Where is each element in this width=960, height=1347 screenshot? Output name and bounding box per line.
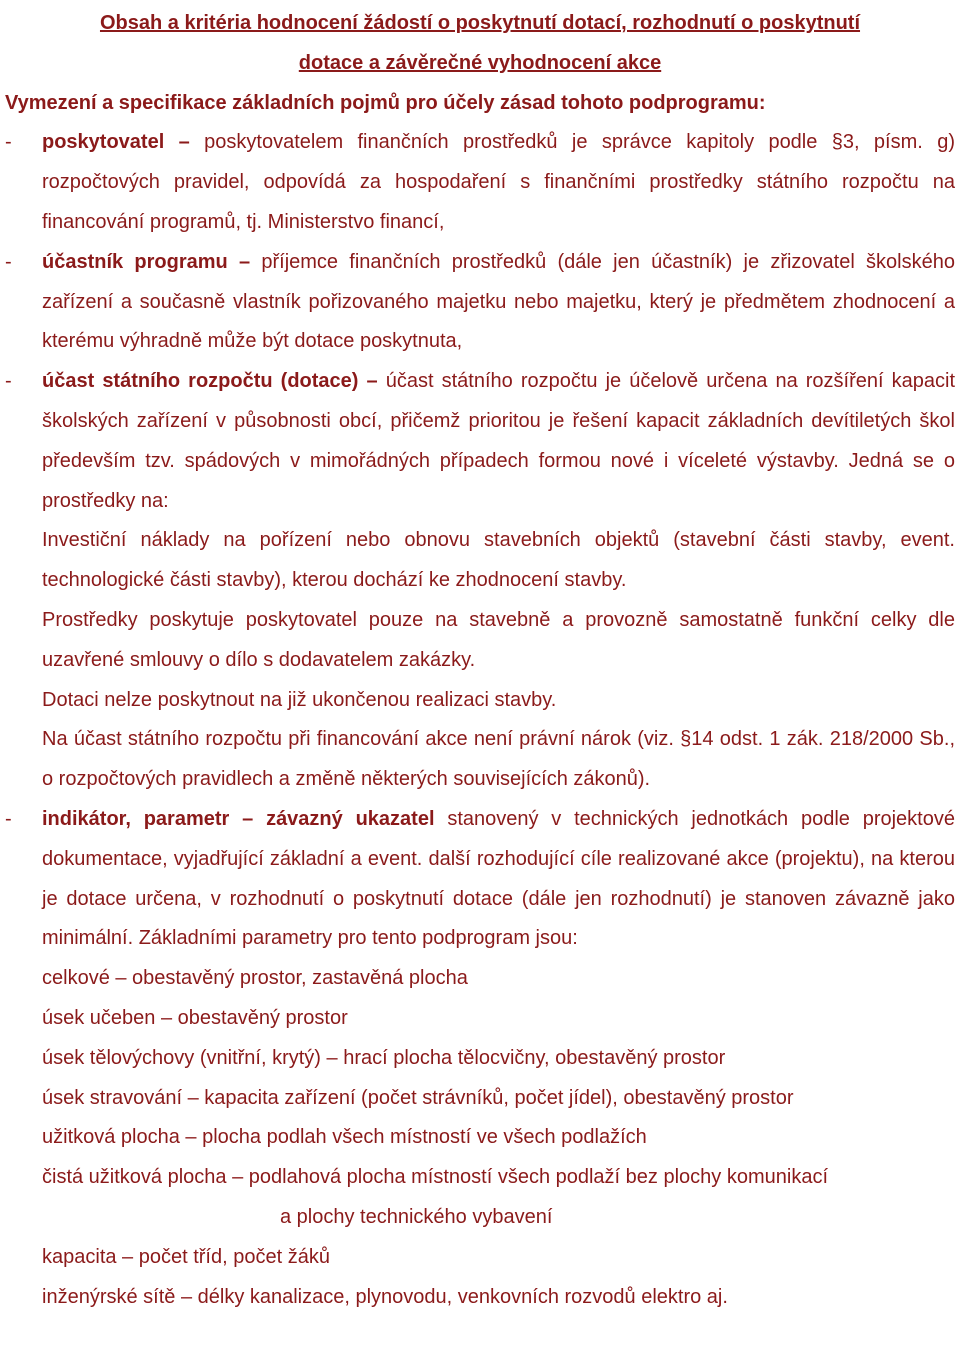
- term-separator: –: [229, 807, 267, 830]
- paragraph-prostredky: Prostředky poskytuje poskytovatel pouze na stavebně a provozně samostatně funkční celky dle uzavřené smlouvy o dílo s dodavatelem zakázky.: [42, 608, 955, 671]
- parameter-usek-telovychovy: úsek tělovýchovy (vnitřní, krytý) – hrací plocha tělocvičny, obestavěný prostor: [42, 1046, 726, 1069]
- parameter-inzenyrske-site: inženýrské sítě – délky kanalizace, plynovodu, venkovních rozvodů elektro aj.: [42, 1285, 728, 1308]
- term-ucast-statniho-rozpoctu: účast státního rozpočtu (dotace): [42, 370, 359, 393]
- term-poskytovatel: poskytovatel: [42, 131, 165, 154]
- paragraph-investicni-naklady: Investiční náklady na pořízení nebo obnovu stavebních objektů (stavební části stavby, event. technologické části stavby), kterou dochází ke zhodnocení stavby.: [42, 529, 955, 592]
- definition-text: účast státního rozpočtu je účelově určena na rozšíření kapacit školských zařízení v působnosti obcí, přičemž prioritou je řešení kapacit základních devítiletých škol především tzv. spádových v mimořádných případech formou nové i víceleté výstavby. Jedná se o prostředky na:: [42, 370, 956, 512]
- definition-ucast-rozpoctu: [5, 362, 955, 521]
- definition-text: stanovený v technických jednotkách podle projektové dokumentace, vyjadřující základní a event. další rozhodující cíle realizované akce (projektu), na kterou je dotace určena, v rozhodnutí o poskytnutí dotace (dále jen rozhodnutí) je stanoven závazně jako minimální. Základními parametry pro tento podprogram jsou:: [42, 807, 955, 950]
- term-zavazny-ukazatel: závazný ukazatel: [266, 807, 435, 830]
- parameter-usek-stravovani: úsek stravování – kapacita zařízení (počet strávníků, počet jídel), obestavěný prostor: [42, 1086, 794, 1109]
- parameter-uzitkova-plocha: užitková plocha – plocha podlah všech místností ve všech podlažích: [42, 1126, 647, 1149]
- definition-poskytovatel: [5, 123, 955, 242]
- term-separator: –: [358, 370, 386, 393]
- term-separator: –: [164, 131, 205, 154]
- list-dash: -: [5, 131, 12, 154]
- definition-text: poskytovatelem finančních prostředků je správce kapitoly podle §3, písm. g) rozpočtových pravidel, odpovídá za hospodaření s finančními prostředky státního rozpočtu na financování programů, tj. Ministerstvo financí,: [42, 131, 955, 233]
- definition-text: příjemce finančních prostředků (dále jen účastník) je zřizovatel školského zařízení a současně vlastník pořizovaného majetku nebo majetku, který je předmětem zhodnocení a kterému výhradně může být dotace poskytnuta,: [42, 250, 955, 353]
- list-dash: -: [5, 807, 12, 830]
- definition-ucastnik: [5, 243, 955, 362]
- document-title-line-1: Obsah a kritéria hodnocení žádostí o poskytnutí dotací, rozhodnutí o poskytnutí: [99, 12, 861, 34]
- parameter-usek-uceben: úsek učeben – obestavěný prostor: [42, 1006, 348, 1029]
- parameter-continuation: a plochy technického vybavení: [280, 1205, 553, 1228]
- term-ucastnik-programu: účastník programu: [42, 250, 228, 273]
- list-dash: -: [5, 370, 12, 393]
- paragraph-pravni-narok: Na účast státního rozpočtu při financování akce není právní nárok (viz. §14 odst. 1 zák. 218/2000 Sb., o rozpočtových pravidlech a změně některých souvisejících zákonů).: [42, 728, 955, 791]
- parameter-celkove: celkové – obestavěný prostor, zastavěná plocha: [42, 967, 468, 990]
- term-separator: –: [227, 250, 262, 273]
- document-title-line-2: dotace a závěrečné vyhodnocení akce: [298, 51, 662, 74]
- section-heading: Vymezení a specifikace základních pojmů pro účely zásad tohoto podprogramu:: [5, 91, 766, 114]
- parameter-cista-uzitkova-plocha: čistá užitková plocha – podlahová plocha místností všech podlaží bez plochy komunikací: [42, 1166, 828, 1189]
- list-dash: -: [5, 250, 12, 273]
- term-indikator-parametr: indikátor, parametr: [42, 807, 230, 830]
- definition-indikator: [5, 800, 955, 959]
- parameter-kapacita: kapacita – počet tříd, počet žáků: [42, 1245, 330, 1268]
- paragraph-dotaci-nelze: Dotaci nelze poskytnout na již ukončenou realizaci stavby.: [42, 688, 557, 711]
